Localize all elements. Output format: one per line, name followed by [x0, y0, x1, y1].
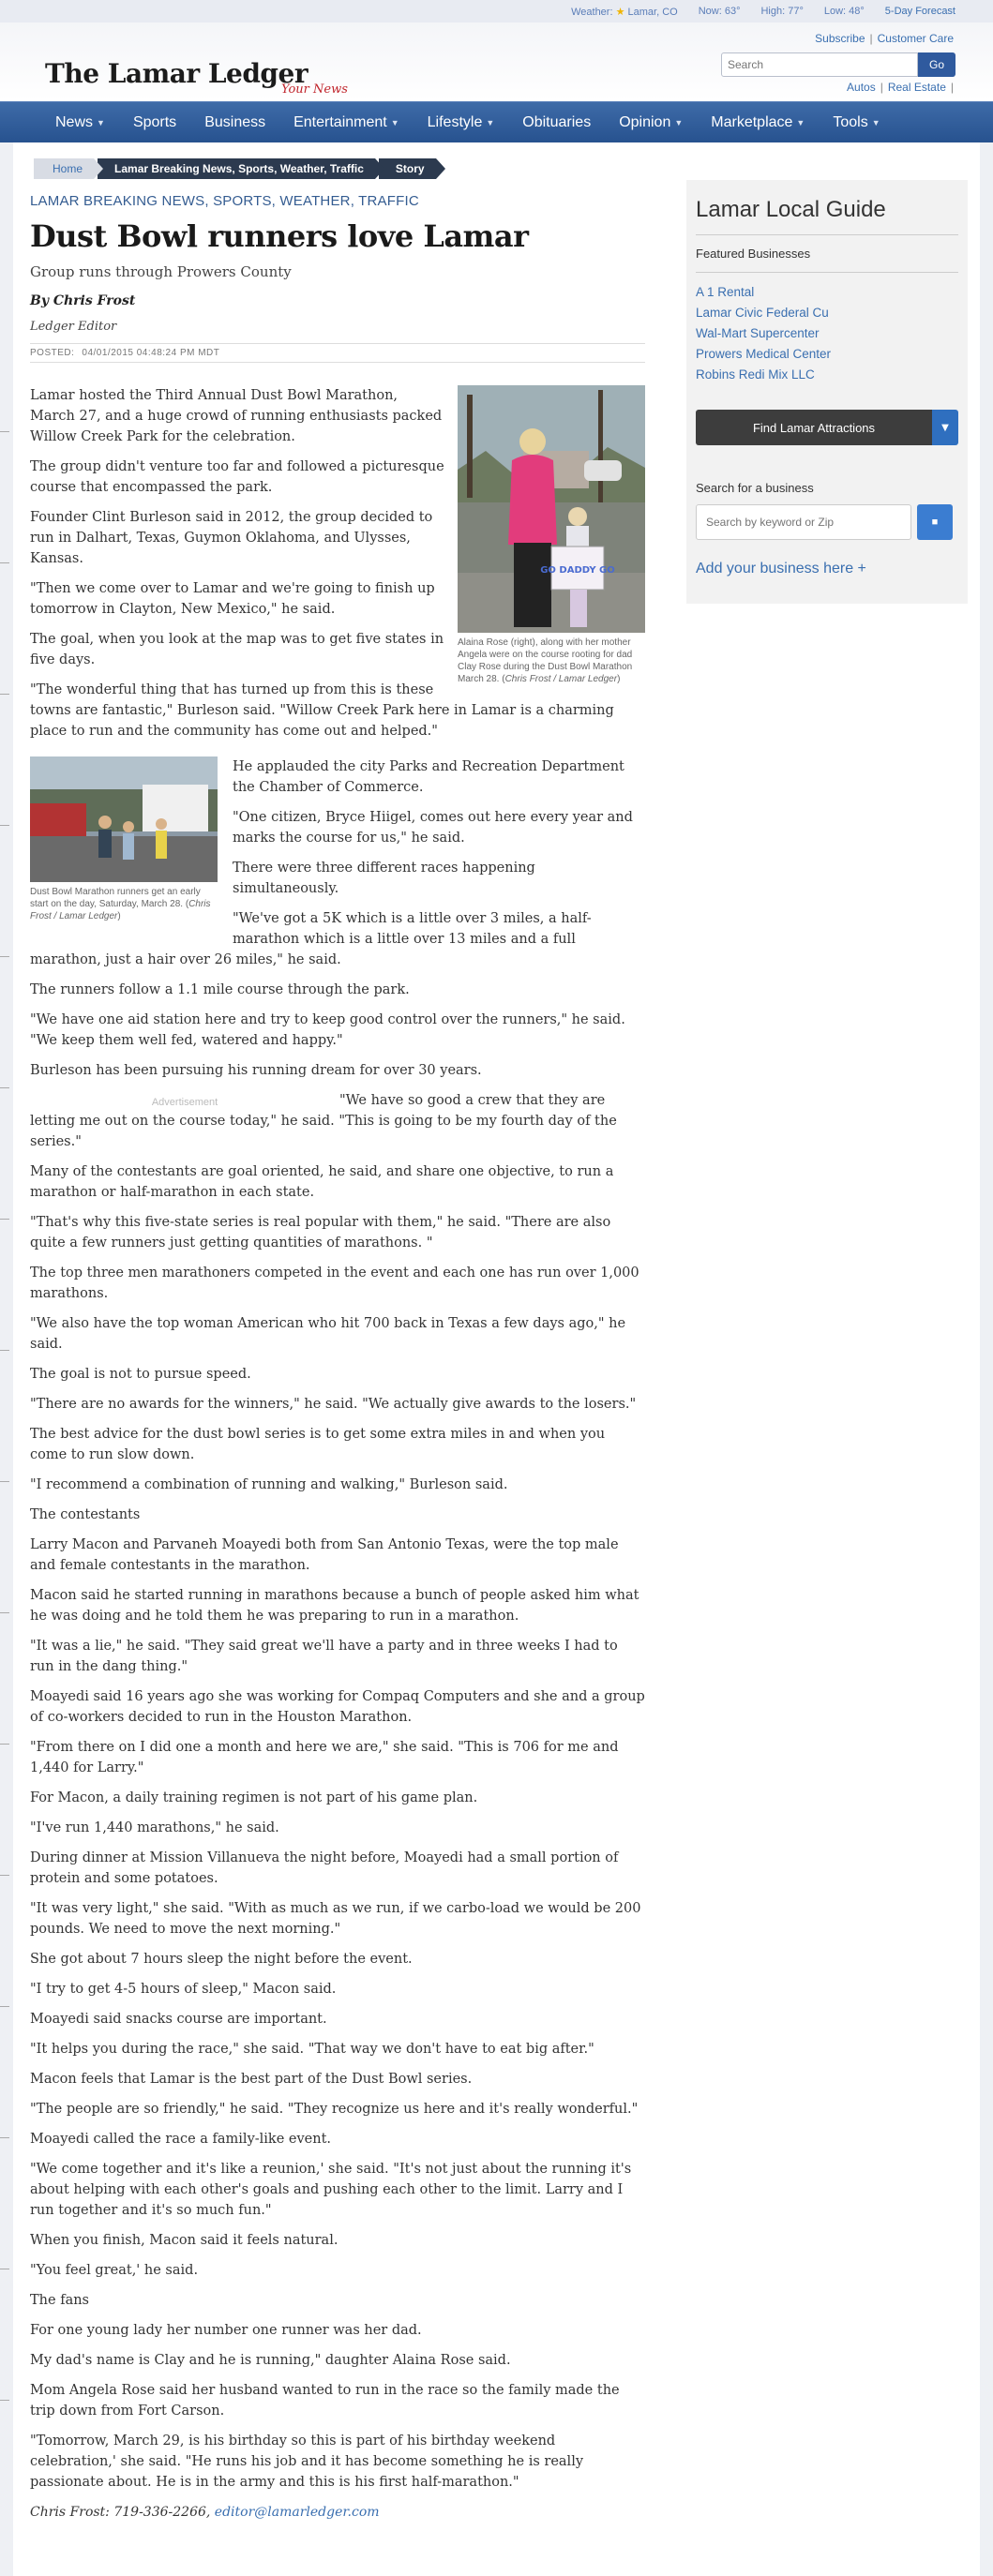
sun-icon: ★	[615, 7, 625, 18]
paragraph: The goal, when you look at the map was to get five states in five days.	[30, 632, 444, 667]
paragraph: The group didn't venture too far and followed a picturesque course that encompassed the park.	[30, 459, 444, 495]
paragraph: During dinner at Mission Villanueva the night before, Moayedi had a small portion of protein and some potatoes.	[30, 1850, 619, 1886]
weather-high: High: 77°	[760, 6, 804, 17]
caret-down-icon: ▼	[390, 117, 399, 127]
paragraph: "We have so good a crew that they are letting me out on the course today," he said. "This is going to be my fourth day of the series."	[30, 1093, 617, 1149]
edge-tick	[0, 1087, 9, 1088]
paragraph: "You feel great,' he said.	[30, 2263, 199, 2278]
paragraph: Mom Angela Rose said her husband wanted to run in the race so the family made the trip down from Fort Carson.	[30, 2383, 620, 2419]
caret-down-icon: ▼	[674, 117, 684, 127]
paragraph: The runners follow a 1.1 mile course through the park.	[30, 982, 410, 997]
edge-tick	[0, 1219, 9, 1220]
divider	[696, 234, 958, 235]
article-headline: Dust Bowl runners love Lamar	[30, 218, 529, 254]
paragraph: "The people are so friendly," he said. "They recognize us here and it's really wonderful."	[30, 2102, 639, 2117]
real-estate-link[interactable]: Real Estate	[887, 81, 946, 94]
nav-lifestyle[interactable]: Lifestyle ▼	[427, 113, 495, 130]
advertisement-slot[interactable]: Advertisement	[151, 1097, 218, 1108]
breadcrumb-current: Story	[379, 158, 436, 179]
list-item	[696, 344, 958, 365]
article-deck: Group runs through Prowers County	[30, 263, 292, 280]
caret-down-icon: ▼	[871, 117, 880, 127]
photo-caption: Alaina Rose (right), along with her mother Angela were on the course rooting for dad Clay Rose during the Dust Bowl Marathon March 28. (Chris Frost / Lamar Ledger)	[458, 637, 633, 684]
photo-image	[30, 756, 218, 882]
author-role: Ledger Editor	[30, 320, 117, 334]
paragraph: For Macon, a daily training regimen is not part of his game plan.	[30, 1790, 478, 1805]
paragraph: "We also have the top woman American who hit 700 back in Texas a few days ago," he said.	[30, 1316, 626, 1352]
paragraph: "From there on I did one a month and here we are," she said. "This is 706 for me and 1,440 for Larry."	[30, 1740, 619, 1775]
business-link[interactable]: Wal-Mart Supercenter	[696, 326, 820, 340]
list-item	[696, 303, 958, 323]
utility-links: Subscribe | Customer Care	[815, 32, 954, 45]
caret-down-icon: ▼	[796, 117, 805, 127]
edge-tick	[0, 2006, 9, 2007]
photo-runners[interactable]	[30, 756, 218, 922]
paragraph: "The wonderful thing that has turned up from this is these towns are fantastic," Burleson said. "Willow Creek Park here in Lamar is a charming place to run and the community has come out and helped."	[30, 682, 614, 739]
list-item	[696, 282, 958, 303]
main-nav	[0, 101, 993, 142]
photo-image	[458, 385, 645, 633]
paragraph: He applauded the city Parks and Recreation Department the Chamber of Commerce.	[233, 759, 624, 795]
divider	[696, 272, 958, 273]
breadcrumb-home[interactable]: Home	[34, 158, 94, 179]
nav-news[interactable]: News ▼	[55, 113, 105, 130]
paragraph: "I recommend a combination of running and walking," Burleson said.	[30, 1477, 508, 1492]
forecast-link[interactable]: 5-Day Forecast	[884, 6, 955, 17]
section-subhead: The fans	[30, 2293, 89, 2308]
posted-date: POSTED: 04/01/2015 04:48:24 PM MDT	[30, 343, 645, 363]
article-body	[30, 385, 645, 2523]
business-search-label: Search for a business	[696, 481, 814, 495]
caret-down-icon[interactable]: ▼	[932, 410, 958, 445]
article	[30, 193, 645, 2523]
nav-business[interactable]: Business	[204, 113, 266, 130]
paragraph: Larry Macon and Parvaneh Moayedi both from San Antonio Texas, were the top male and female contestants in the marathon.	[30, 1537, 619, 1573]
paragraph: "It was a lie," he said. "They said great we'll have a party and in three weeks I had to run in the dang thing."	[30, 1639, 618, 1674]
edge-tick	[0, 1350, 9, 1351]
site-tagline: Your News	[281, 82, 348, 97]
nav-obituaries[interactable]: Obituaries	[522, 113, 592, 130]
site-search	[721, 52, 955, 77]
business-search-button[interactable]	[917, 504, 953, 540]
business-search	[696, 504, 958, 540]
list-item	[696, 365, 958, 385]
weather-low: Low: 48°	[823, 6, 865, 17]
edge-tick	[0, 1481, 9, 1482]
breadcrumb	[34, 158, 440, 179]
business-link[interactable]: Lamar Civic Federal Cu	[696, 306, 829, 320]
paragraph: My dad's name is Clay and he is running," daughter Alaina Rose said.	[30, 2353, 511, 2368]
photo-sign-text: GO DADDY GO	[540, 565, 615, 576]
edge-tick	[0, 431, 9, 432]
edge-tick	[0, 956, 9, 957]
paragraph: Moayedi said 16 years ago she was working for Compaq Computers and she and a group of co-workers decided to run in the Houston Marathon.	[30, 1689, 645, 1725]
page-content	[13, 142, 980, 2576]
author-contact: Chris Frost: 719-336-2266, editor@lamarledger.com	[30, 2505, 380, 2520]
classified-links: Autos | Real Estate |	[847, 81, 954, 94]
subscribe-link[interactable]: Subscribe	[815, 32, 865, 45]
featured-businesses-label: Featured Businesses	[696, 247, 811, 261]
paragraph: "We come together and it's like a reunion,' she said. "It's not just about the running it's about helping with each other's goals and pushing each other to the limit. Larry and I run together and it's so much fun."	[30, 2162, 632, 2218]
autos-link[interactable]: Autos	[847, 81, 876, 94]
section-subhead: The contestants	[30, 1507, 141, 1522]
article-kicker[interactable]: LAMAR BREAKING NEWS, SPORTS, WEATHER, TRAFFIC	[30, 193, 419, 209]
paragraph: "I try to get 4-5 hours of sleep," Macon said.	[30, 1982, 337, 1997]
paragraph: Founder Clint Burleson said in 2012, the group decided to run in Dalhart, Texas, Guymon Oklahoma, and Ulysses, Kansas.	[30, 510, 433, 566]
paragraph: "Then we come over to Lamar and we're going to finish up tomorrow in Clayton, New Mexico," he said.	[30, 581, 435, 617]
caret-down-icon: ▼	[97, 117, 105, 127]
paragraph: "It was very light," she said. "With as much as we run, if we carbo-load we would be 200 pounds. We need to move the next morning."	[30, 1901, 641, 1937]
edge-tick	[0, 1875, 9, 1876]
nav-marketplace[interactable]: Marketplace ▼	[711, 113, 805, 130]
nav-opinion[interactable]: Opinion ▼	[619, 113, 684, 130]
weather-bar	[0, 0, 993, 22]
business-list	[696, 282, 958, 385]
masthead	[0, 22, 993, 101]
editor-email-link[interactable]: editor@lamarledger.com	[214, 2505, 380, 2520]
edge-tick	[0, 562, 9, 563]
photo-caption: Dust Bowl Marathon runners get an early start on the day, Saturday, March 28. (Chris Frost / Lamar Ledger)	[30, 887, 211, 921]
paragraph: "It helps you during the race," she said. "That way we don't have to eat big after."	[30, 2042, 594, 2057]
edge-tick	[0, 1744, 9, 1745]
edge-tick	[0, 2137, 9, 2138]
edge-tick	[0, 694, 9, 695]
edge-tick	[0, 1612, 9, 1613]
list-item	[696, 323, 958, 344]
site-search-button[interactable]: Go	[918, 52, 955, 77]
paragraph: Moayedi called the race a family-like event.	[30, 2132, 332, 2147]
business-link[interactable]: A 1 Rental	[696, 285, 755, 299]
find-attractions-label[interactable]: Find Lamar Attractions	[696, 410, 932, 445]
sidebar-title: Lamar Local Guide	[696, 197, 886, 222]
photo-mother-daughter[interactable]	[458, 385, 645, 685]
paragraph: Lamar hosted the Third Annual Dust Bowl Marathon, March 27, and a huge crowd of running enthusiasts packed Willow Creek Park for the celebration.	[30, 388, 443, 444]
search-icon: ■	[931, 517, 939, 528]
business-link[interactable]: Robins Redi Mix LLC	[696, 367, 815, 382]
add-business-link[interactable]: Add your business here +	[696, 561, 866, 577]
paragraph: "One citizen, Bryce Hiigel, comes out here every year and marks the course for us," he said.	[233, 810, 633, 846]
paragraph: "Tomorrow, March 29, is his birthday so this is part of his birthday weekend celebration,' she said. "He runs his job and it has become something he is really passionate about. He is in the army and this is his first half-marathon."	[30, 2434, 584, 2490]
paragraph: "We have one aid station here and try to keep good control over the runners," he said. "We keep them well fed, watered and happy."	[30, 1012, 625, 1048]
paragraph: Macon said he started running in marathons because a bunch of people asked him what he was doing and he told them he was preparing to run in a marathon.	[30, 1588, 639, 1624]
article-byline: By Chris Frost	[30, 293, 136, 308]
local-guide-sidebar	[686, 180, 968, 604]
paragraph: She got about 7 hours sleep the night before the event.	[30, 1952, 413, 1967]
paragraph: The goal is not to pursue speed.	[30, 1367, 251, 1382]
weather-now: Now: 63°	[698, 6, 741, 17]
paragraph: Moayedi said snacks course are important.	[30, 2012, 327, 2027]
nav-tools[interactable]: Tools ▼	[833, 113, 880, 130]
nav-sports[interactable]: Sports	[132, 113, 177, 130]
site-logo[interactable]: The Lamar Ledger	[45, 58, 308, 89]
paragraph: Macon feels that Lamar is the best part of the Dust Bowl series.	[30, 2072, 473, 2087]
paragraph: For one young lady her number one runner was her dad.	[30, 2323, 422, 2338]
customer-care-link[interactable]: Customer Care	[877, 32, 954, 45]
caret-down-icon: ▼	[486, 117, 495, 127]
paragraph: When you finish, Macon said it feels natural.	[30, 2233, 339, 2248]
site-search-input[interactable]	[721, 52, 918, 77]
nav-entertainment[interactable]: Entertainment ▼	[293, 113, 399, 130]
paragraph: Burleson has been pursuing his running dream for over 30 years.	[30, 1063, 482, 1078]
edge-tick	[0, 825, 9, 826]
business-link[interactable]: Prowers Medical Center	[696, 347, 832, 361]
paragraph: The top three men marathoners competed in the event and each one has run over 1,000 marathons.	[30, 1266, 639, 1301]
find-attractions-button[interactable]	[696, 410, 958, 445]
paragraph: "We've got a 5K which is a little over 3 miles, a half-marathon which is a little over 13 miles and a full marathon, just a hair over 26 miles," he said.	[30, 911, 592, 967]
paragraph: There were three different races happening simultaneously.	[233, 861, 535, 896]
weather-location[interactable]: Weather: ★ Lamar, CO	[571, 7, 678, 18]
paragraph: "I've run 1,440 marathons," he said.	[30, 1820, 279, 1835]
paragraph: Many of the contestants are goal oriented, he said, and share one objective, to run a marathon or half-marathon in each state.	[30, 1164, 614, 1200]
business-search-input[interactable]	[696, 504, 911, 540]
edge-tick	[0, 2400, 9, 2401]
paragraph: The best advice for the dust bowl series is to get some extra miles in and when you come to run slow down.	[30, 1427, 606, 1462]
paragraph: "That's why this five-state series is real popular with them," he said. "There are also quite a few runners just getting quantities of marathons. "	[30, 1215, 611, 1251]
paragraph: "There are no awards for the winners," he said. "We actually give awards to the losers."	[30, 1397, 637, 1412]
breadcrumb-section[interactable]: Lamar Breaking News, Sports, Weather, Traffic	[98, 158, 375, 179]
